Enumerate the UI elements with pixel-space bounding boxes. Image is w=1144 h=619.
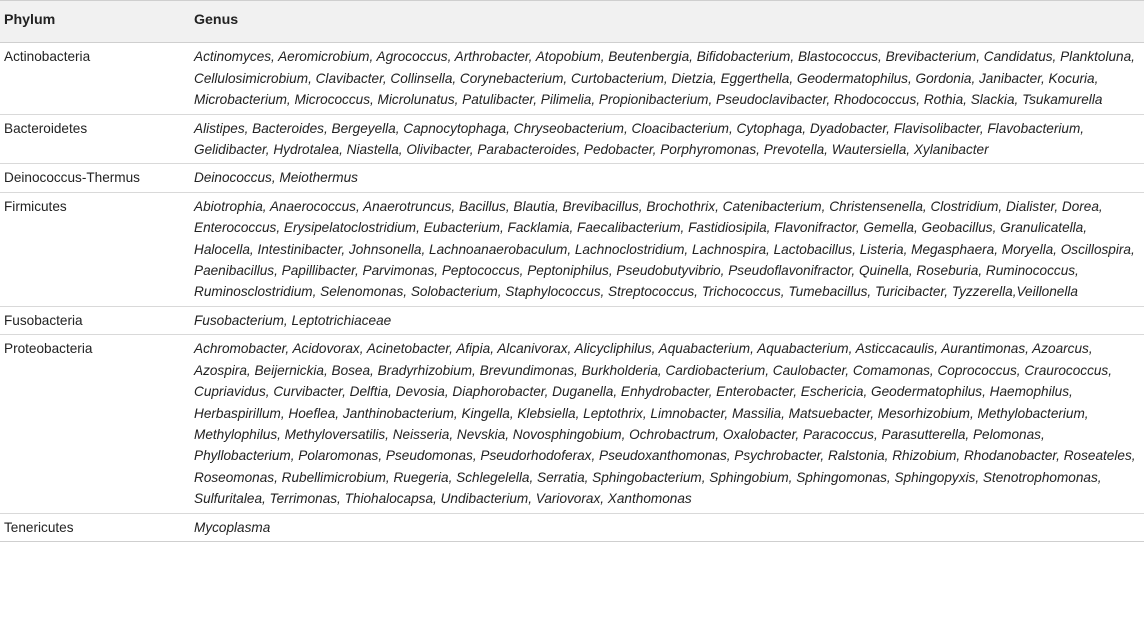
- phylum-cell: Actinobacteria: [0, 43, 194, 114]
- genus-cell: Mycoplasma: [194, 513, 1144, 541]
- genus-cell: Deinococcus, Meiothermus: [194, 164, 1144, 192]
- genus-cell: Achromobacter, Acidovorax, Acinetobacter, Afipia, Alcanivorax, Alicycliphilus, Aquabacterium, Aquabacterium, Asticcacaulis, Aurantimonas, Azoarcus, Azospira, Beijernickia, Bosea, Bradyrhizobium, Brevundimonas, Burkholderia, Cardiobacterium, Caulobacter, Comamonas, Coprococcus, Craurococcus, Cupriavidus, Curvibacter, Delftia, Devosia, Diaphorobacter, Duganella, Enhydrobacter, Enterobacter, Eschericia, Geodermatophilus, Haemophilus, Herbaspirillum, Hoeflea, Janthinobacterium, Kingella, Klebsiella, Leptothrix, Limnobacter, Massilia, Matsuebacter, Mesorhizobium, Methylobacterium, Methylophilus, Methyloversatilis, Neisseria, Nevskia, Novosphingobium, Ochrobactrum, Oxalobacter, Paracoccus, Parasutterella, Pelomonas, Phyllobacterium, Polaromonas, Pseudomonas, Pseudorhodoferax, Pseudoxanthomonas, Psychrobacter, Ralstonia, Rhizobium, Rhodanobacter, Roseateles, Roseomonas, Rubellimicrobium, Ruegeria, Schlegelella, Serratia, Sphingobacterium, Sphingobium, Sphingomonas, Sphingopyxis, Stenotrophomonas, Sulfuritalea, Terrimonas, Thiohalocapsa, Undibacterium, Variovorax, Xanthomonas: [194, 335, 1144, 513]
- table-row: [0, 513, 1144, 541]
- phylum-cell: Tenericutes: [0, 513, 194, 541]
- phylum-cell: Fusobacteria: [0, 306, 194, 334]
- table-row: [0, 43, 1144, 114]
- phylum-cell: Firmicutes: [0, 192, 194, 306]
- table-header-row: [0, 1, 1144, 43]
- table-row: [0, 335, 1144, 513]
- phylum-cell: Deinococcus-Thermus: [0, 164, 194, 192]
- genus-cell: Abiotrophia, Anaerococcus, Anaerotruncus, Bacillus, Blautia, Brevibacillus, Brochothrix, Catenibacterium, Christensenella, Clostridium, Dialister, Dorea, Enterococcus, Erysipelatoclostridium, Eubacterium, Facklamia, Faecalibacterium, Fastidiosipila, Flavonifractor, Gemella, Geobacillus, Granulicatella, Halocella, Intestinibacter, Johnsonella, Lachnoanaerobaculum, Lachnoclostridium, Lachnospira, Lactobacillus, Listeria, Megasphaera, Moryella, Oscillospira, Paenibacillus, Papillibacter, Parvimonas, Peptococcus, Peptoniphilus, Pseudobutyvibrio, Pseudoflavonifractor, Quinella, Roseburia, Ruminococcus, Ruminosclostridium, Selenomonas, Solobacterium, Staphylococcus, Streptococcus, Trichococcus, Tumebacillus, Turicibacter, Tyzzerella,Veillonella: [194, 192, 1144, 306]
- header-phylum: Phylum: [0, 1, 194, 43]
- genus-cell: Actinomyces, Aeromicrobium, Agrococcus, Arthrobacter, Atopobium, Beutenbergia, Bifidobacterium, Blastococcus, Brevibacterium, Candidatus, Planktoluna, Cellulosimicrobium, Clavibacter, Collinsella, Corynebacterium, Curtobacterium, Dietzia, Eggerthella, Geodermatophilus, Gordonia, Janibacter, Kocuria, Microbacterium, Micrococcus, Microlunatus, Patulibacter, Pilimelia, Propionibacterium, Pseudoclavibacter, Rhodococcus, Rothia, Slackia, Tsukamurella: [194, 43, 1144, 114]
- genus-cell: Fusobacterium, Leptotrichiaceae: [194, 306, 1144, 334]
- table-row: [0, 192, 1144, 306]
- header-genus: Genus: [194, 1, 1144, 43]
- genus-cell: Alistipes, Bacteroides, Bergeyella, Capnocytophaga, Chryseobacterium, Cloacibacterium, Cytophaga, Dyadobacter, Flavisolibacter, Flavobacterium, Gelidibacter, Hydrotalea, Niastella, Olivibacter, Parabacteroides, Pedobacter, Porphyromonas, Prevotella, Wautersiella, Xylanibacter: [194, 114, 1144, 164]
- table-row: [0, 306, 1144, 334]
- table-row: [0, 164, 1144, 192]
- phylum-cell: Proteobacteria: [0, 335, 194, 513]
- table-row: [0, 114, 1144, 164]
- phylum-cell: Bacteroidetes: [0, 114, 194, 164]
